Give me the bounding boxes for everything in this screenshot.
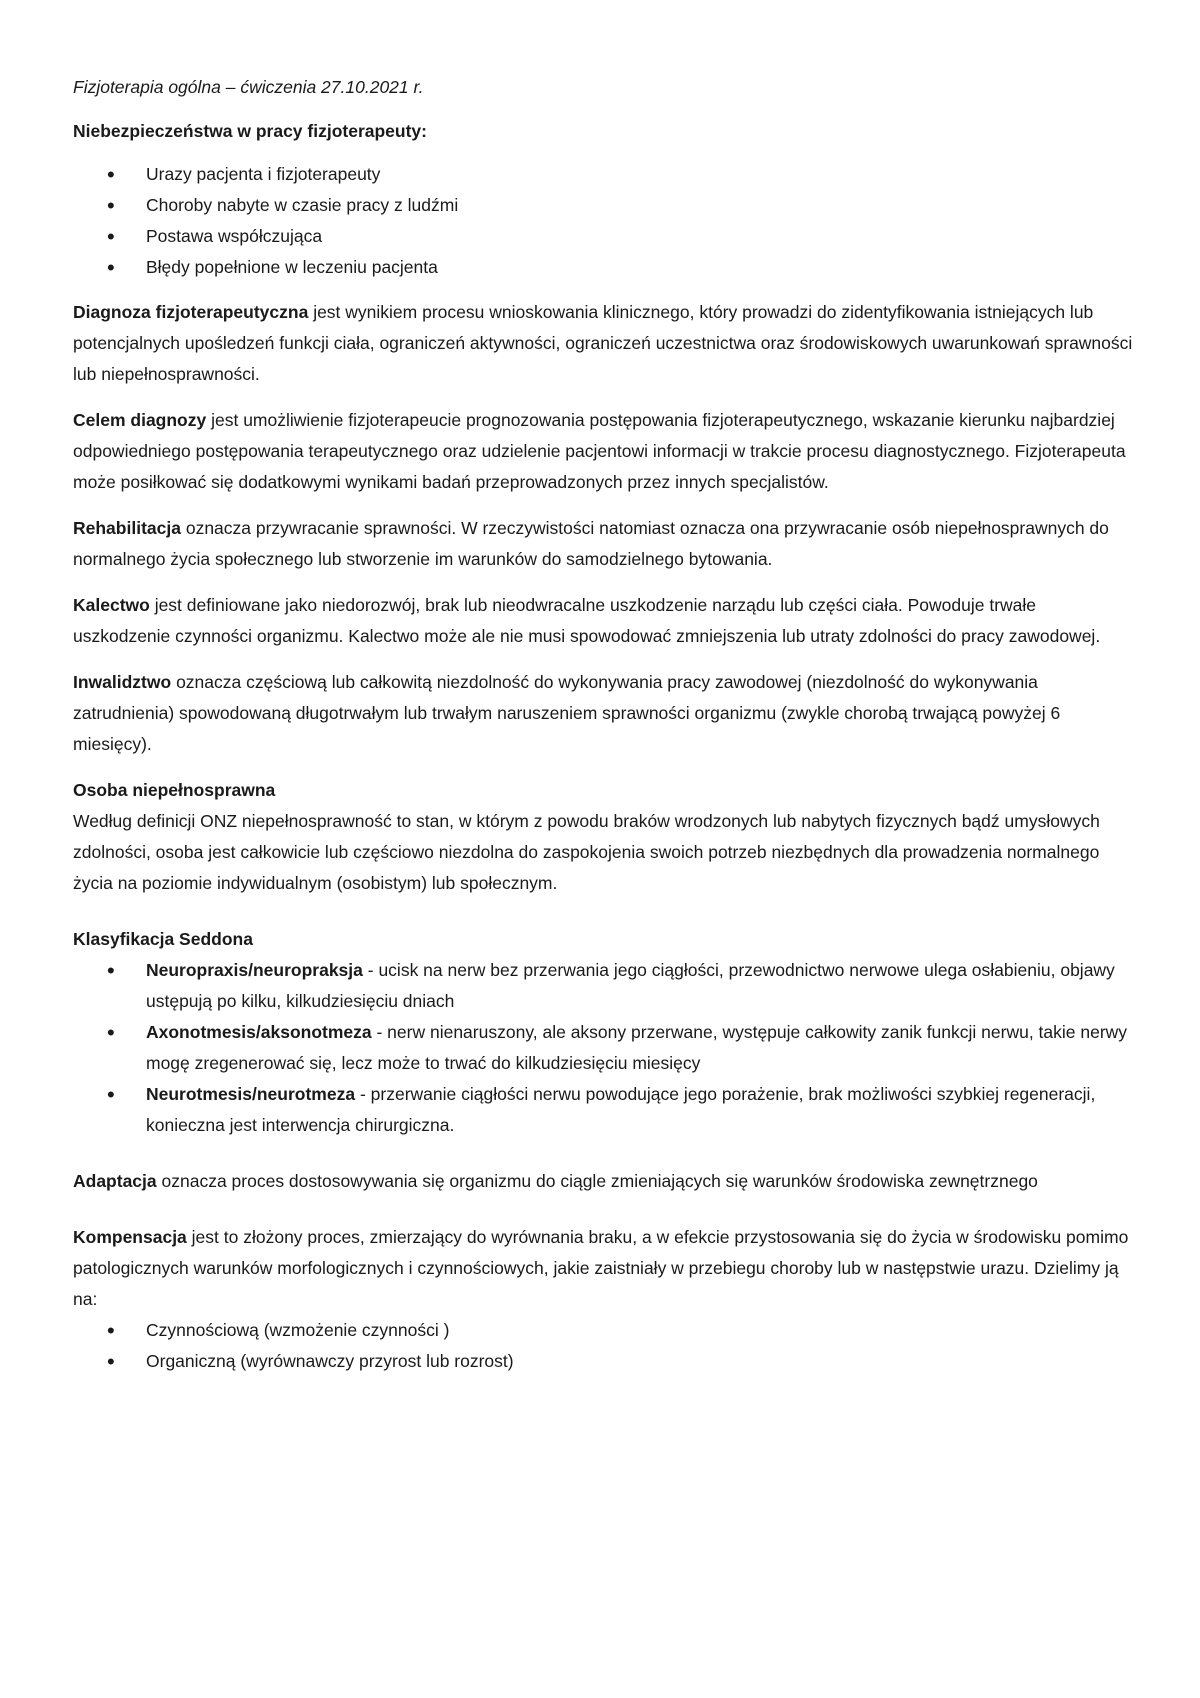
rehab-paragraph bbox=[73, 513, 1133, 575]
seddon-text: - nerw nienaruszony, ale aksony przerwane, występuje całkowity zanik funkcji nerwu, takie nerwy mogę zregenerować się, lecz może to trwać do kilkudziesięciu miesięcy bbox=[146, 1022, 1128, 1073]
seddon-list bbox=[73, 955, 1133, 1141]
invalidity-text: oznacza częściową lub całkowitą niezdolność do wykonywania pracy zawodowej (niezdolność do wykonywania zatrudnienia) spowodowaną długotrwałym lub trwałym naruszeniem sprawności organizmu (zwykle chorobą trwającą powyżej 6 miesięcy). bbox=[73, 672, 1061, 754]
goal-text: jest umożliwienie fizjoterapeucie prognozowania postępowania fizjoterapeutycznego, wskazanie kierunku najbardziej odpowiedniego postępowania terapeutycznego oraz udzielenie pacjentowi informacji w trakcie procesu diagnostycznego. Fizjoterapeuta może posiłkować się dodatkowymi wynikami badań przeprowadzonych przez innych specjalistów. bbox=[73, 410, 1126, 492]
list-item: • Czynnościową (wzmożenie czynności ) bbox=[73, 1315, 1133, 1346]
disability-term: Kalectwo bbox=[73, 595, 150, 615]
invalidity-paragraph bbox=[73, 667, 1133, 760]
seddon-term: Neurotmesis/neurotmeza bbox=[146, 1084, 356, 1104]
dangers-heading: Niebezpieczeństwa w pracy fizjoterapeuty: bbox=[73, 121, 427, 141]
rehab-text: oznacza przywracanie sprawności. W rzeczywistości natomiast oznacza ona przywracanie osób niepełnosprawnych do normalnego życia społecznego lub stworzenie im warunków do samodzielnego bytowania. bbox=[73, 518, 1109, 569]
list-item: • Choroby nabyte w czasie pracy z ludźmi bbox=[73, 190, 1133, 221]
list-item: • Postawa współczująca bbox=[73, 221, 1133, 252]
disabled-person-heading: Osoba niepełnosprawna bbox=[73, 780, 276, 800]
compensation-text: jest to złożony proces, zmierzający do wyrównania braku, a w efekcie przystosowania się do życia w środowisku pomimo patologicznych warunków morfologicznych i czynnościowych, jakie zaistniały w przebiegu choroby lub w następstwie urazu. Dzielimy ją na: bbox=[73, 1227, 1129, 1309]
list-item: • Błędy popełnione w leczeniu pacjenta bbox=[73, 252, 1133, 283]
list-item: • Organiczną (wyrównawczy przyrost lub rozrost) bbox=[73, 1346, 1133, 1377]
seddon-term: Neuropraxis/neuropraksja bbox=[146, 960, 363, 980]
diagnosis-term: Diagnoza fizjoterapeutyczna bbox=[73, 302, 309, 322]
seddon-text: - przerwanie ciągłości nerwu powodujące jego porażenie, brak możliwości szybkiej regeneracji, konieczna jest interwencja chirurgiczna. bbox=[146, 1084, 1096, 1135]
disability-text: jest definiowane jako niedorozwój, brak lub nieodwracalne uszkodzenie narządu lub części ciała. Powoduje trwałe uszkodzenie czynności organizmu. Kalectwo może ale nie musi spowodować zmniejszenia lub utraty zdolności do pracy zawodowej. bbox=[73, 595, 1101, 646]
diagnosis-text: jest wynikiem procesu wnioskowania klinicznego, który prowadzi do zidentyfikowania istniejących lub potencjalnych upośledzeń funkcji ciała, ograniczeń aktywności, ograniczeń uczestnictwa oraz środowiskowych uwarunkowań sprawności lub niepełnosprawności. bbox=[73, 302, 1133, 384]
compensation-term: Kompensacja bbox=[73, 1227, 187, 1247]
seddon-heading: Klasyfikacja Seddona bbox=[73, 929, 253, 949]
adaptation-paragraph bbox=[73, 1166, 1133, 1197]
invalidity-term: Inwalidztwo bbox=[73, 672, 172, 692]
diagnosis-paragraph bbox=[73, 297, 1133, 390]
list-item: • Urazy pacjenta i fizjoterapeuty bbox=[73, 159, 1133, 190]
list-item bbox=[73, 1079, 1133, 1141]
list-item bbox=[73, 1017, 1133, 1079]
rehab-term: Rehabilitacja bbox=[73, 518, 181, 538]
disability-paragraph bbox=[73, 590, 1133, 652]
document-page bbox=[73, 72, 1133, 1391]
compensation-list bbox=[73, 1315, 1133, 1377]
adaptation-term: Adaptacja bbox=[73, 1171, 157, 1191]
list-item bbox=[73, 955, 1133, 1017]
compensation-paragraph bbox=[73, 1222, 1133, 1315]
seddon-term: Axonotmesis/aksonotmeza bbox=[146, 1022, 372, 1042]
disabled-person-section bbox=[73, 775, 1133, 899]
goal-term: Celem diagnozy bbox=[73, 410, 207, 430]
dangers-list bbox=[73, 159, 1133, 283]
adaptation-text: oznacza proces dostosowywania się organizmu do ciągle zmieniających się warunków środowiska zewnętrznego bbox=[156, 1171, 1038, 1191]
disabled-person-text: Według definicji ONZ niepełnosprawność to stan, w którym z powodu braków wrodzonych lub nabytych fizycznych bądź umysłowych zdolności, osoba jest całkowicie lub częściowo niezdolna do zaspokojenia swoich potrzeb niezbędnych dla prowadzenia normalnego życia na poziomie indywidualnym (osobistym) lub społecznym. bbox=[73, 811, 1100, 893]
goal-paragraph bbox=[73, 405, 1133, 498]
seddon-text: - ucisk na nerw bez przerwania jego ciągłości, przewodnictwo nerwowe ulega osłabieniu, objawy ustępują po kilku, kilkudziesięciu dniach bbox=[146, 960, 1115, 1011]
document-title: Fizjoterapia ogólna – ćwiczenia 27.10.2021 r. bbox=[73, 77, 424, 97]
